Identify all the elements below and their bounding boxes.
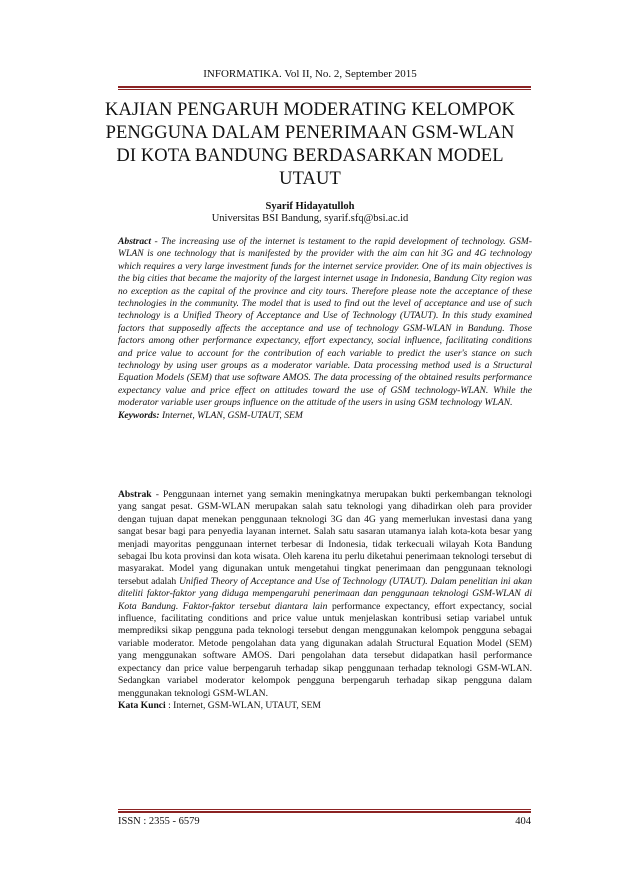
abstract-english bbox=[118, 236, 532, 422]
journal-header: INFORMATIKA. Vol II, No. 2, September 2015 bbox=[203, 68, 417, 80]
footer-issn: ISSN : 2355 - 6579 bbox=[118, 816, 200, 827]
article-title: KAJIAN PENGARUH MODERATING KELOMPOK PENGGUNA DALAM PENERIMAAN GSM-WLAN DI KOTA BANDUNG BERDASARKAN MODEL UTAUT bbox=[105, 100, 515, 189]
keywords-label: Keywords: bbox=[118, 409, 160, 421]
abstrak-text-italic: Unified Theory of Acceptance and Use of Technology (UTAUT). Dalam penelitian ini akan diteliti faktor-faktor yang diduga mempengaruhi penerimaan dan penggunaan teknologi GSM-WLAN di Kota Bandung. Faktor-faktor tersebut diantara lain bbox=[118, 575, 533, 612]
abstrak-text-2: performance expectancy, effort expectancy, social influence, facilitating conditions and price value untuk menjelaskan kontribusi setiap variabel untuk memprediksi sikap pengguna pada teknologi tersebut dengan menggunakan kelompok pengguna sebagai variable moderator. Metode pengolahan data yang digunakan adalah Structural Equation Model (SEM) yang menggunakan software AMOS. Dari pengolahan data tersebut didapatkan hasil performance expectancy dan price value berpengaruh terhadap sikap penggunaan terhadap teknologi GSM-WLAN. Sedangkan variabel moderator kelompok pengguna berpengaruh terhadap sikap pengguna dalam menggunakan teknologi GSM-WLAN. bbox=[118, 600, 533, 699]
abstract-text: - The increasing use of the internet is testament to the rapid development of technology. GSM-WLAN is one technology that is manifested by the provider with the aim can hit 3G and 4G technology which requires a very large investment funds for the internet service provider. One of its main objectives is the big cities that became the majority of the largest internet usage in Indonesia, Bandung City region was no exception as the capital of the province and city tours. Therefore please note the acceptance of these technologies in the community. The model that is used to find out the level of acceptance and use of such technology is a Unified Theory of Acceptance and Use of Technology (UTAUT). In this study examined factors that supposedly affects the acceptance and use of technology GSM-WLAN in Bandung. Those factors among other performance expectancy, effort expectancy, social influence, facilitating conditions and price value to account for the contribution of each variable to predict the user's stance on such technology by using user groups as a moderator variable. Data processing method used is a Structural Equation Models (SEM) that use software AMOS. The data processing of the obtained results performance expectancy value and price effect on attitudes toward the use of GSM technology-WLAN. While the moderator variable user groups influence on the attitude of the users in using GSM technology WLAN. bbox=[118, 236, 532, 409]
abstract-indonesian bbox=[118, 489, 532, 712]
abstrak-label: Abstrak bbox=[118, 489, 152, 500]
author-affiliation: Universitas BSI Bandung, syarif.sfq@bsi.ac.id bbox=[211, 213, 409, 224]
keywords-line bbox=[118, 410, 532, 422]
keywords-text: Internet, WLAN, GSM-UTAUT, SEM bbox=[159, 409, 303, 421]
page-number: 404 bbox=[515, 816, 531, 827]
kata-kunci-text: : Internet, GSM-WLAN, UTAUT, SEM bbox=[165, 699, 321, 711]
abstract-label: Abstract bbox=[118, 236, 152, 247]
author-name: Syarif Hidayatulloh bbox=[265, 201, 355, 212]
kata-kunci-label: Kata Kunci bbox=[118, 699, 166, 711]
header-rule bbox=[118, 86, 531, 90]
abstrak-text-1: - Penggunaan internet yang semakin meningkatnya merupakan bukti perkembangan teknologi yang sangat pesat. GSM-WLAN merupakan salah satu teknologi yang dihadirkan oleh para provider dengan tujuan dapat menekan penggunaan teknologi 3G dan 4G yang memerlukan investasi dana yang sangat besar bagi para penyedia layanan internet. Salah satu sasaran utamanya ialah kota-kota besar yang menjadi mayoritas penggunaan internet terbesar di Indonesia, tidak terkecuali wilayah Kota Bandung sebagai Ibu kota provinsi dan kota wisata. Oleh karena itu perlu diketahui penerimaan teknologi tersebut di masyarakat. Model yang digunakan untuk mengetahui tingkat penerimaan dan penggunaan teknologi tersebut adalah bbox=[118, 489, 532, 587]
kata-kunci-line bbox=[118, 700, 532, 712]
footer-rule bbox=[118, 809, 531, 813]
